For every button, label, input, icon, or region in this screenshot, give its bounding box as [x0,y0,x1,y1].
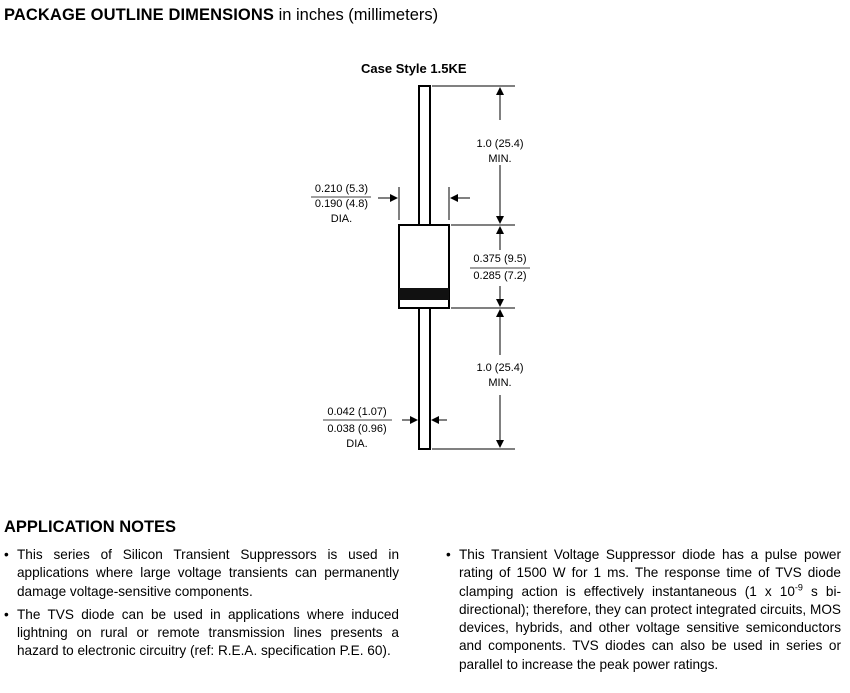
bullet: • [4,547,9,562]
body-dia-min: 0.190 (4.8) [314,198,369,210]
lead-dia-max: 0.042 (1.07) [327,406,387,418]
title-bold: PACKAGE OUTLINE DIMENSIONS [4,6,274,24]
cathode-band [399,288,449,300]
lead-dia-label [321,405,393,452]
notes-right-column [446,546,841,679]
bullet: • [4,606,9,622]
note-exponent: -9 [794,582,803,593]
body-length-max: 0.375 (9.5) [473,253,527,265]
bullet: • [446,547,451,562]
note-text-part2: s bi-directional); therefore, they can protect integrated circuits, MOS devices, hybrids, and other voltage sensitive semiconductors and components. TVS diodes can also be used in series or parallel to increase the peak power ratings. [459,583,842,672]
bottom-lead-length-label [468,361,532,391]
top-lead-length-min: MIN. [488,153,512,165]
title-unit: in inches (millimeters) [278,6,439,24]
notes-left-column [4,546,399,666]
note-item [446,546,841,674]
body-dia-label [310,182,373,227]
top-lead [419,86,430,225]
lead-dia-min: 0.038 (0.96) [327,423,387,435]
note-item [4,546,399,601]
body-dia-suffix: DIA. [330,213,353,225]
lead-dia-suffix: DIA. [346,438,368,450]
note-text-part1: This Transient Voltage Suppressor diode has a pulse power rating of 1500 W for 1 ms. The response time of TVS diode clamping action is effectively instantaneous (1 x 10 [459,547,841,599]
note-text: The TVS diode can be used in applications where induced lightning on rural or remote transmission lines presents a hazard to electronic circuitry (ref: R.E.A. specification P.E. 60). [17,606,399,659]
body-length-min: 0.285 (7.2) [473,270,527,282]
bottom-lead-length-value: 1.0 (25.4) [476,362,524,374]
application-notes-title: APPLICATION NOTES [4,518,177,536]
bottom-lead-length-min: MIN. [488,377,512,389]
note-item [4,606,399,661]
bottom-lead [419,308,430,449]
case-style-label: Case Style 1.5KE [361,61,467,76]
body-dia-max: 0.210 (5.3) [314,183,369,195]
top-lead-length-value: 1.0 (25.4) [476,138,524,150]
note-text [459,546,841,674]
body-length-label [469,252,531,284]
top-lead-length-label [468,137,532,167]
note-text: This series of Silicon Transient Suppressors is used in applications where large voltage transients can permanently damage voltage-sensitive components. [17,547,399,599]
